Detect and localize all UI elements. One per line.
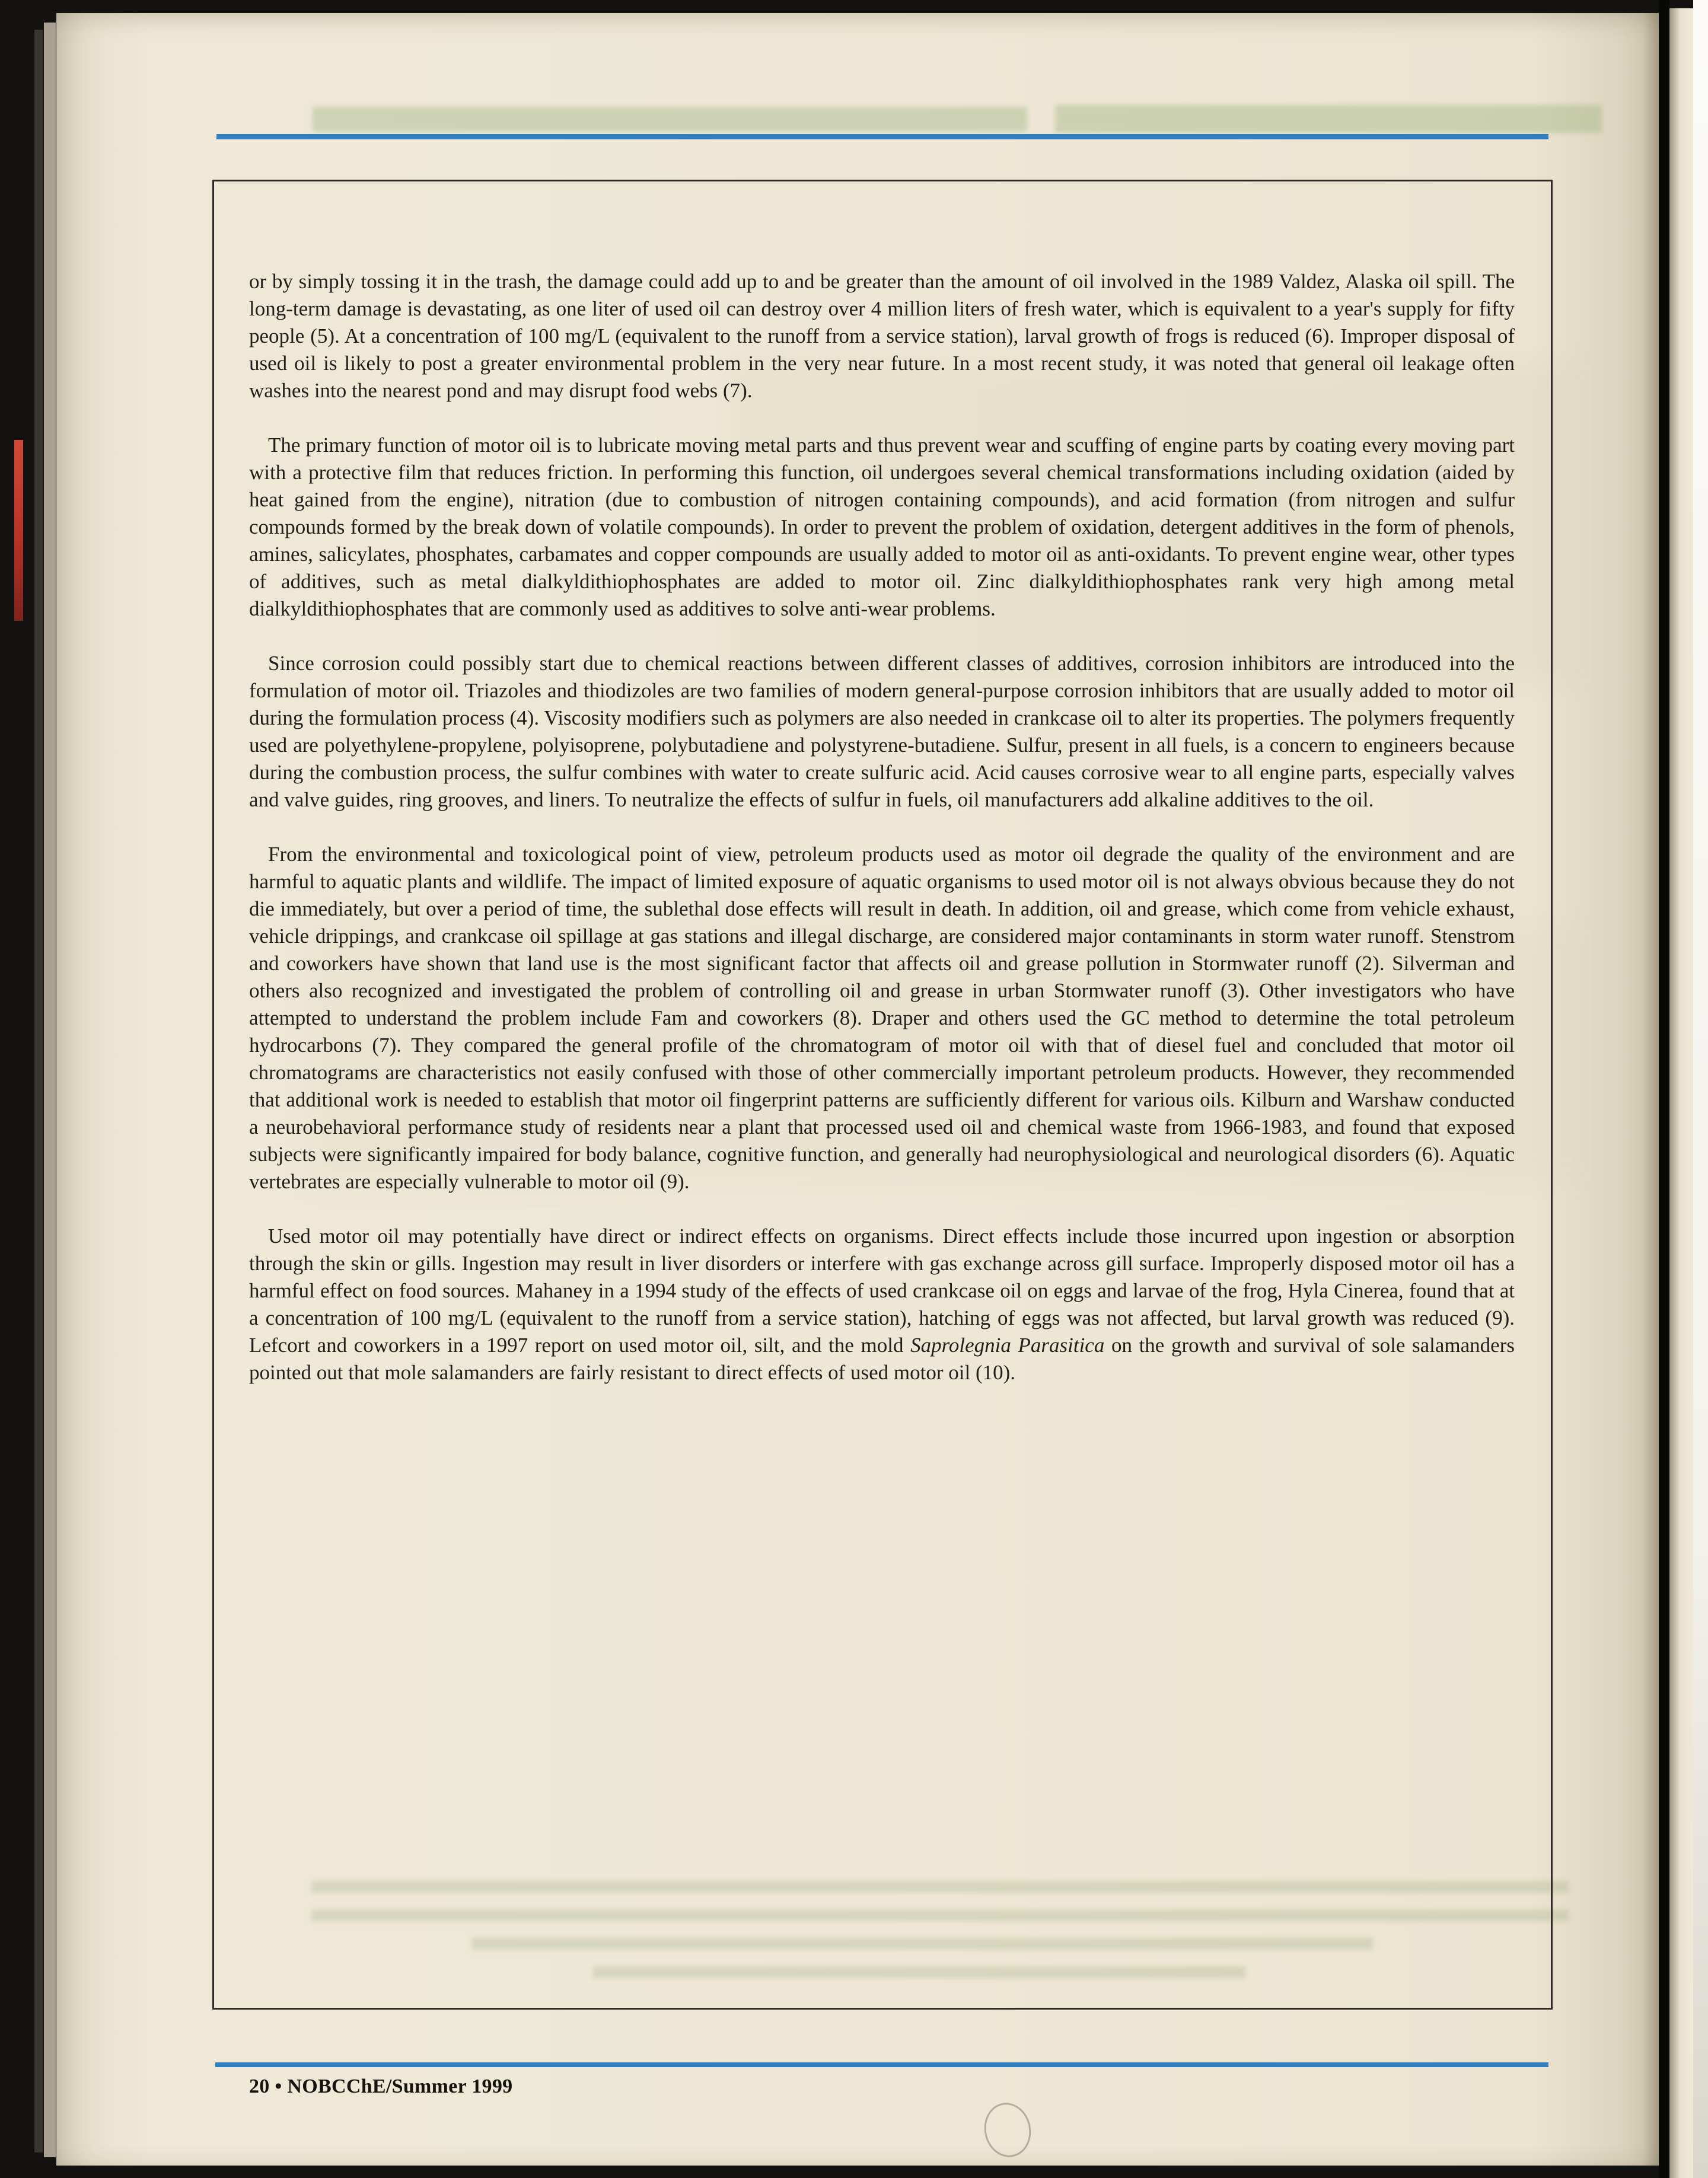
paragraph [249,268,1515,404]
text-segment: From the environmental and toxicological point of view, petroleum products used as motor oil degrade the quality of the environment and are harmful to aquatic plants and wildlife. The impact of limited exposure of aquatic organisms to used motor oil is not always obvious because they do not die immediately, but over a period of time, the sublethal dose effects will result in death. In addition, oil and grease, which come from vehicle exhaust, vehicle drippings, and crankcase oil spillage at gas stations and illegal discharge, are considered major contaminants in storm water runoff. Stenstrom and coworkers have shown that land use is the most significant factor that affects oil and grease pollution in Stormwater runoff (2). Silverman and others also recognized and investigated the problem of controlling oil and grease in urban Stormwater runoff (3). Other investigators who have attempted to understand the problem include Fam and coworkers (8). Draper and others used the GC method to determine the total petroleum hydrocarbons (7). They compared the general profile of the chromatogram of motor oil with that of diesel fuel and concluded that motor oil chromatograms are characteristics not easily confused with those of other commercially important petroleum products. However, they recommended that additional work is needed to establish that motor oil fingerprint patterns are sufficiently different for various oils. Kilburn and Warshaw conducted a neurobehavioral performance study of residents near a plant that processed used oil and chemical waste from 1966-1983, and found that exposed subjects were significantly impaired for body balance, cognitive function, and generally had neurophysiological and neurological disorders (6). Aquatic vertebrates are especially vulnerable to motor oil (9). [249,843,1515,1193]
page-stack-edge-light [44,23,56,2157]
paragraph [249,432,1515,623]
bottom-blue-rule [215,2062,1548,2067]
book-gutter-shadow [1659,0,1669,2178]
page-stack-edge-dark [34,30,43,2153]
paragraph [249,650,1515,814]
text-segment: or by simply tossing it in the trash, the damage could add up to and be greater than the amount of oil involved in the 1989 Valdez, Alaska oil spill. The long-term damage is devastating, as one liter of used oil can destroy over 4 million liters of fresh water, which is equivalent to a year's supply for fifty people (5). At a concentration of 100 mg/L (equivalent to the runoff from a service station), larval growth of frogs is reduced (6). Improper disposal of used oil is likely to post a greater environmental problem in the very near future. In a most recent study, it was noted that general oil leakage often washes into the nearest pond and may disrupt food webs (7). [249,270,1515,402]
paragraph [249,841,1515,1195]
red-page-edge-marker [14,440,23,621]
text-segment: Since corrosion could possibly start due to chemical reactions between different classes of additives, corrosion inhibitors are introduced into the formulation of motor oil. Triazoles and thiodizoles are two families of modern general-purpose corrosion inhibitors that are usually added to motor oil during the formulation process (4). Viscosity modifiers such as polymers are also needed in crankcase oil to alter its properties. The polymers frequently used are polyethylene-propylene, polyisoprene, polybutadiene and polystyrene-butadiene. Sulfur, present in all fuels, is a concern to engineers because during the combustion process, the sulfur combines with water to create sulfuric acid. Acid causes corrosive wear to all engine parts, especially valves and valve guides, ring grooves, and liners. To neutralize the effects of sulfur in fuels, oil manufacturers add alkaline additives to the oil. [249,652,1515,811]
scanner-background-strip [1693,0,1708,2178]
italic-species-name: Saprolegnia Parasitica [910,1334,1105,1357]
page-footer: 20 • NOBCChE/Summer 1999 [249,2075,513,2097]
text-segment: on the growth and survival of sole salamanders pointed out that mole salamanders are fairly resistant to direct effects of used motor oil (10). [249,1334,1515,1384]
bleedthrough-bar [1055,105,1602,133]
top-blue-rule [216,134,1548,139]
bleedthrough-bar [313,107,1027,132]
paragraph [249,1223,1515,1386]
next-page-edge [1669,8,1693,2178]
article-body [249,268,1515,1414]
text-segment: The primary function of motor oil is to lubricate moving metal parts and thus prevent wear and scuffing of engine parts by coating every moving part with a protective film that reduces friction. In performing this function, oil undergoes several chemical transformations including oxidation (aided by heat gained from the engine), nitration (due to combustion of nitrogen containing compounds), and acid formation (from nitrogen and sulfur compounds formed by the break down of volatile compounds). In order to prevent the problem of oxidation, detergent additives in the form of phenols, amines, salicylates, phosphates, carbamates and copper compounds are usually added to motor oil as anti-oxidants. To prevent engine wear, other types of additives, such as metal dialkyldithiophosphates are added to motor oil. Zinc dialkyldithiophosphates rank very high among metal dialkyldithiophosphates that are commonly used as additives to solve anti-wear problems. [249,433,1515,620]
text-segment: Used motor oil may potentially have direct or indirect effects on organisms. Direct effects include those incurred upon ingestion or absorption through the skin or gills. Ingestion may result in liver disorders or interfere with gas exchange across gill surface. Improperly disposed motor oil has a harmful effect on food sources. Mahaney in a 1994 study of the effects of used crankcase oil on eggs and larvae of the frog, Hyla Cinerea, found that at a concentration of 100 mg/L (equivalent to the runoff from a service station), hatching of eggs was not affected, but larval growth was reduced (9). Lefcort and coworkers in a 1997 report on used motor oil, silt, and the mold [249,1224,1515,1357]
